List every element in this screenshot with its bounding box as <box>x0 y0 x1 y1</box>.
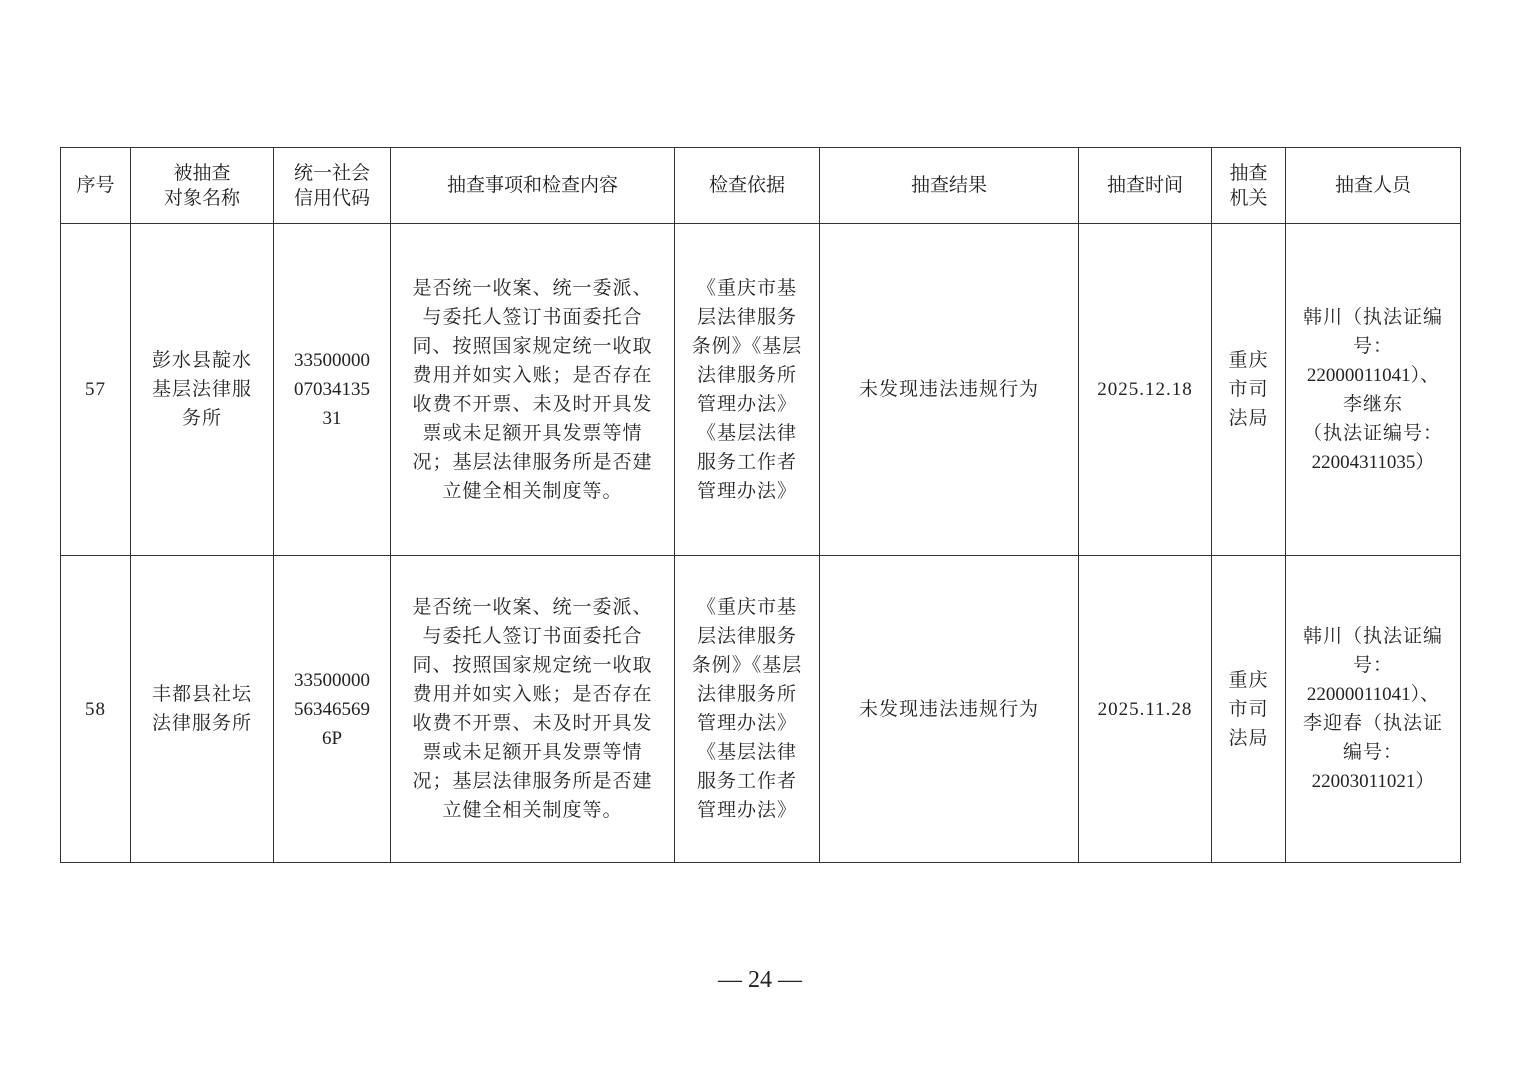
cell-basis: 《重庆市基 层法律服务 条例》《基层 法律服务所 管理办法》 《基层法律 服务工作者 管理办法》 <box>675 224 820 556</box>
cell-staff: 韩川（执法证编 号： 22000011041）、 李迎春（执法证 编号： 22003011021） <box>1286 556 1461 863</box>
cell-staff: 韩川（执法证编 号： 22000011041）、 李继东 （执法证编号： 22004311035） <box>1286 224 1461 556</box>
cell-agency: 重庆 市司 法局 <box>1212 224 1286 556</box>
header-result: 抽查结果 <box>820 148 1079 224</box>
cell-basis: 《重庆市基 层法律服务 条例》《基层 法律服务所 管理办法》 《基层法律 服务工作者 管理办法》 <box>675 556 820 863</box>
table-header-row <box>61 148 1461 224</box>
cell-seq: 57 <box>61 224 131 556</box>
cell-credit-code: 33500000 07034135 31 <box>274 224 391 556</box>
header-credit-code: 统一社会 信用代码 <box>274 148 391 224</box>
cell-credit-code: 33500000 56346569 6P <box>274 556 391 863</box>
cell-date: 2025.11.28 <box>1079 556 1212 863</box>
cell-date: 2025.12.18 <box>1079 224 1212 556</box>
inspection-table <box>60 147 1461 863</box>
cell-inspection-content: 是否统一收案、统一委派、 与委托人签订书面委托合 同、按照国家规定统一收取 费用并如实入账；是否存在 收费不开票、未及时开具发 票或未足额开具发票等情 况；基层法律服务所是否建 立健全相关制度等。 <box>391 224 675 556</box>
cell-result: 未发现违法违规行为 <box>820 224 1079 556</box>
cell-target-name: 丰都县社坛 法律服务所 <box>131 556 274 863</box>
cell-seq: 58 <box>61 556 131 863</box>
page-number: — 24 — <box>718 967 802 993</box>
table-row <box>61 224 1461 556</box>
header-inspection-content: 抽查事项和检查内容 <box>391 148 675 224</box>
cell-agency: 重庆 市司 法局 <box>1212 556 1286 863</box>
header-target-name: 被抽查 对象名称 <box>131 148 274 224</box>
cell-target-name: 彭水县靛水 基层法律服 务所 <box>131 224 274 556</box>
header-staff: 抽查人员 <box>1286 148 1461 224</box>
header-seq: 序号 <box>61 148 131 224</box>
table-row <box>61 556 1461 863</box>
cell-result: 未发现违法违规行为 <box>820 556 1079 863</box>
cell-inspection-content: 是否统一收案、统一委派、 与委托人签订书面委托合 同、按照国家规定统一收取 费用并如实入账；是否存在 收费不开票、未及时开具发 票或未足额开具发票等情 况；基层法律服务所是否建 立健全相关制度等。 <box>391 556 675 863</box>
header-date: 抽查时间 <box>1079 148 1212 224</box>
header-basis: 检查依据 <box>675 148 820 224</box>
header-agency: 抽查 机关 <box>1212 148 1286 224</box>
